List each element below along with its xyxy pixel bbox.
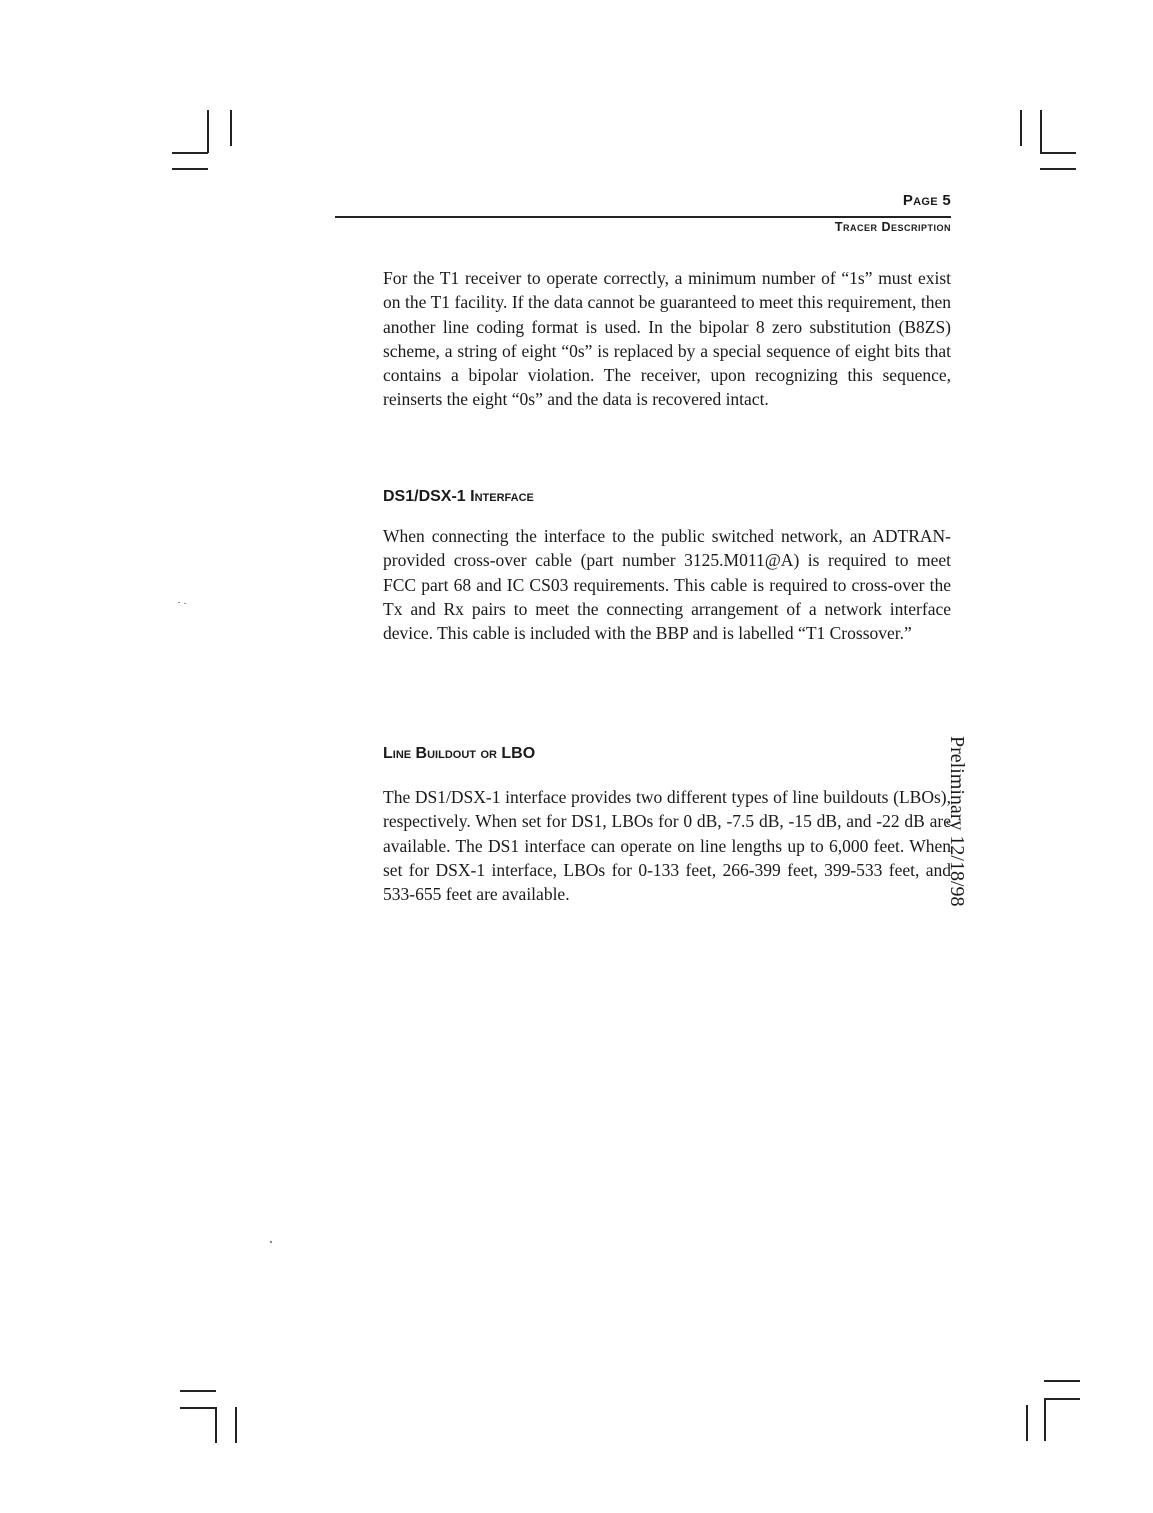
crop-mark-bottom-right-h2 xyxy=(1044,1398,1080,1400)
heading-lbo-part2: LBO xyxy=(501,745,536,762)
heading-lbo-part1: Line Buildout or xyxy=(383,745,497,762)
crop-mark-bottom-left-h xyxy=(180,1390,216,1392)
crop-mark-bottom-right-v2 xyxy=(1044,1398,1046,1441)
paragraph-ds1-interface: When connecting the interface to the public switched network, an ADTRAN-provided cross-over cable (part number 3125.M011@A) is required to meet FCC part 68 and IC CS03 requirements. This cable is required to cross-over the Tx and Rx pairs to meet the connecting arrangement of a network interface device. This cable is included with the BBP and is labelled “T1 Crossover.” xyxy=(383,526,951,644)
heading-ds1-main: DS1/DSX-1 xyxy=(383,488,466,505)
crop-mark-bottom-right-v xyxy=(1026,1405,1028,1441)
crop-mark-bottom-left-v2 xyxy=(235,1407,237,1443)
crop-mark-top-left-v xyxy=(207,110,209,153)
crop-mark-bottom-right-h xyxy=(1044,1380,1080,1382)
heading-ds1-dsx1-interface xyxy=(383,488,534,506)
crop-mark-bottom-left-v xyxy=(215,1407,217,1443)
heading-line-buildout xyxy=(383,745,535,763)
crop-mark-top-left-h xyxy=(172,152,208,154)
preliminary-date-note: Preliminary 12/18/98 xyxy=(946,736,968,907)
section-title: Tracer Description xyxy=(834,220,951,234)
scan-speck xyxy=(178,602,180,603)
scan-speck xyxy=(184,603,186,604)
crop-mark-top-right-h2 xyxy=(1040,168,1076,170)
crop-mark-top-left-h2 xyxy=(172,168,208,170)
crop-mark-top-right-h xyxy=(1040,152,1076,154)
heading-ds1-sub: Interface xyxy=(470,488,534,505)
crop-mark-top-left-v2 xyxy=(230,110,232,146)
scan-speck xyxy=(270,1241,272,1243)
crop-mark-top-right-v2 xyxy=(1040,110,1042,153)
crop-mark-bottom-left-h2 xyxy=(180,1407,216,1409)
header-rule xyxy=(335,216,951,218)
paragraph-t1-receiver: For the T1 receiver to operate correctly, a minimum number of “1s” must exist on the T1 facility. If the data cannot be guaranteed to meet this requirement, then another line coding format is used. In the bipolar 8 zero substitution (B8ZS) scheme, a string of eight “0s” is replaced by a special sequence of eight bits that contains a bipolar violation. The receiver, upon recognizing this sequence, reinserts the eight “0s” and the data is recovered intact. xyxy=(383,268,951,410)
page-number: Page 5 xyxy=(902,192,951,209)
paragraph-lbo: The DS1/DSX-1 interface provides two different types of line buildouts (LBOs), respectively. When set for DS1, LBOs for 0 dB, -7.5 dB, -15 dB, and -22 dB are available. The DS1 interface can operate on line lengths up to 6,000 feet. When set for DSX-1 interface, LBOs for 0-133 feet, 266-399 feet, 399-533 feet, and 533-655 feet are available. xyxy=(383,787,951,905)
crop-mark-top-right-v xyxy=(1020,110,1022,146)
